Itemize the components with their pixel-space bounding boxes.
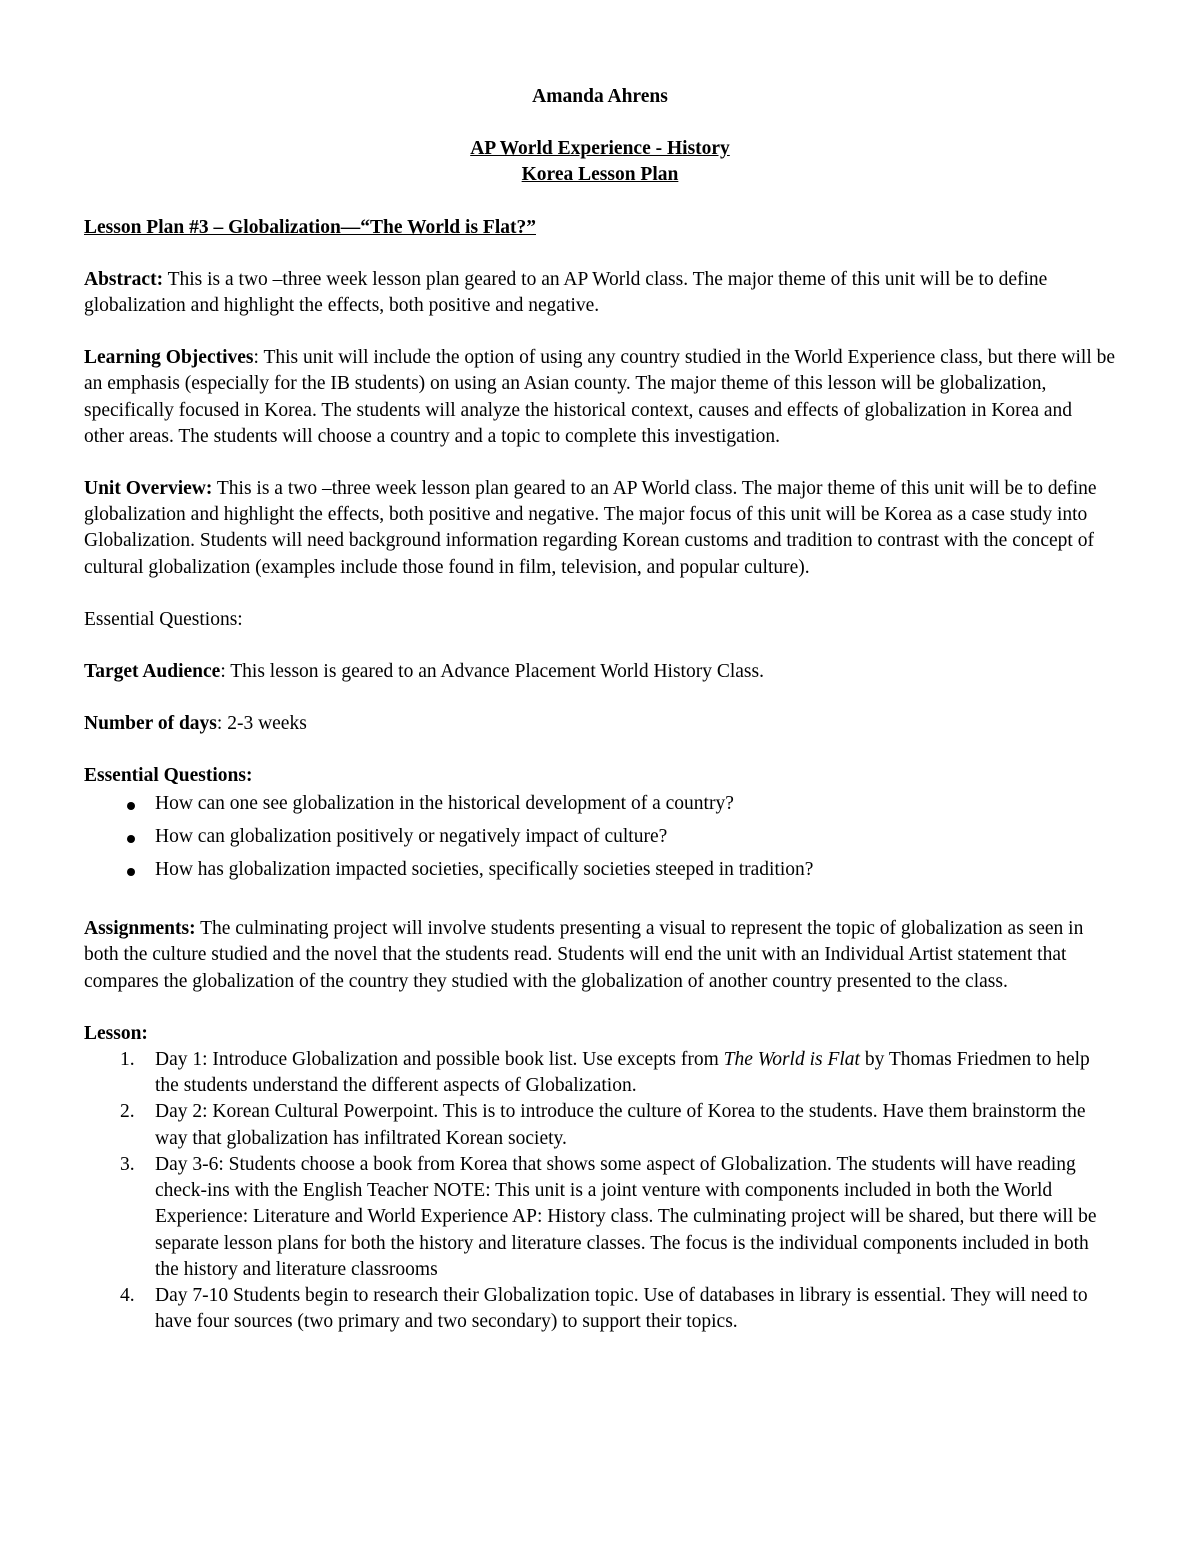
assignments-label: Assignments: — [84, 918, 196, 940]
item-number: 2. — [120, 1101, 135, 1123]
lesson-heading: Lesson Plan #3 – Globalization—“The World is Flat?” — [84, 216, 536, 238]
essential-questions-heading: Essential Questions: — [84, 765, 253, 787]
unit-overview-text: This is a two –three week lesson plan geared to an AP World class. The major theme of this unit will be to define globalization and highlight the effects, both positive and negative. The major focus of this unit will be Korea as a case study into Globalization. Students will need background information regarding Korean customs and tradition to contrast with the concept of cultural globalization (examples include those found in film, television, and popular culture). — [84, 478, 1097, 578]
learning-objectives-paragraph — [84, 345, 1116, 450]
essential-questions-list — [84, 791, 1116, 884]
document-body — [84, 84, 1116, 1335]
learning-objectives-text: : This unit will include the option of using any country studied in the World Experience class, but there will be an emphasis (especially for the IB students) on using an Asian county. The major theme of this lesson will be globalization, specifically focused in Korea. The students will analyze the historical context, causes and effects of globalization in Korea and other areas. The students will choose a country and a topic to complete this investigation. — [84, 347, 1116, 447]
list-item — [84, 1047, 1116, 1099]
author-name: Amanda Ahrens — [532, 86, 668, 107]
list-item — [84, 824, 1116, 850]
question-text: How can one see globalization in the historical development of a country? — [155, 792, 734, 814]
lesson-text: Day 3-6: Students choose a book from Korea that shows some aspect of Globalization. The students will have reading check-ins with the English Teacher NOTE: This unit is a joint venture with components included in both the World Experience: Literature and World Experience AP: History class. The culminating project will be shared, but there will be separate lesson plans for both the history and literature classes. The focus is the individual components included in both the history and literature classrooms — [155, 1153, 1097, 1280]
target-audience-text: : This lesson is geared to an Advance Placement World History Class. — [220, 661, 764, 683]
lesson-list — [84, 1047, 1116, 1335]
course-title: AP World Experience - History — [470, 138, 730, 160]
abstract-label: Abstract: — [84, 268, 164, 290]
list-item — [84, 1099, 1116, 1151]
bullet-icon — [127, 835, 135, 843]
list-item — [84, 857, 1116, 883]
lesson-text: Day 2: Korean Cultural Powerpoint. This is to introduce the culture of Korea to the students. Have them brainstorm the way that globalization has infiltrated Korean society. — [155, 1101, 1086, 1149]
question-text: How has globalization impacted societies, specifically societies steeped in tradition? — [155, 859, 814, 881]
item-number: 1. — [120, 1049, 135, 1071]
target-audience-label: Target Audience — [84, 661, 221, 683]
unit-overview-paragraph — [84, 476, 1116, 581]
bullet-icon — [127, 802, 135, 810]
bullet-icon — [127, 868, 135, 876]
item-number: 3. — [120, 1153, 135, 1175]
item-number: 4. — [120, 1284, 135, 1306]
number-of-days-paragraph — [84, 711, 1116, 737]
book-title: The World is Flat — [723, 1049, 860, 1071]
lesson-text: Day 1: Introduce Globalization and possible book list. Use excepts from — [155, 1049, 724, 1071]
essential-questions-plain: Essential Questions: — [84, 608, 243, 630]
list-item — [84, 1152, 1116, 1283]
list-item — [84, 791, 1116, 817]
list-item — [84, 1283, 1116, 1335]
learning-objectives-label: Learning Objectives — [84, 347, 254, 369]
question-text: How can globalization positively or negatively impact of culture? — [155, 825, 668, 847]
abstract-paragraph — [84, 267, 1116, 319]
assignments-paragraph — [84, 916, 1116, 995]
lesson-text: by Thomas Friedmen to help the students understand the different aspects of Globalization. — [155, 1049, 1090, 1097]
assignments-text: The culminating project will involve students presenting a visual to represent the topic of globalization as seen in both the culture studied and the novel that the students read. Students will end the unit with an Individual Artist statement that compares the globalization of the country they studied with the globalization of another country presented to the class. — [84, 918, 1084, 992]
lesson-label: Lesson: — [84, 1022, 148, 1044]
unit-overview-label: Unit Overview: — [84, 478, 213, 500]
number-of-days-label: Number of days — [84, 713, 217, 735]
abstract-text: This is a two –three week lesson plan geared to an AP World class. The major theme of this unit will be to define globalization and highlight the effects, both positive and negative. — [84, 268, 1048, 317]
number-of-days-text: : 2-3 weeks — [216, 713, 307, 735]
plan-title: Korea Lesson Plan — [521, 164, 679, 186]
target-audience-paragraph — [84, 659, 1116, 685]
lesson-text: Day 7-10 Students begin to research their Globalization topic. Use of databases in library is essential. They will need to have four sources (two primary and two secondary) to support their topics. — [155, 1284, 1088, 1333]
